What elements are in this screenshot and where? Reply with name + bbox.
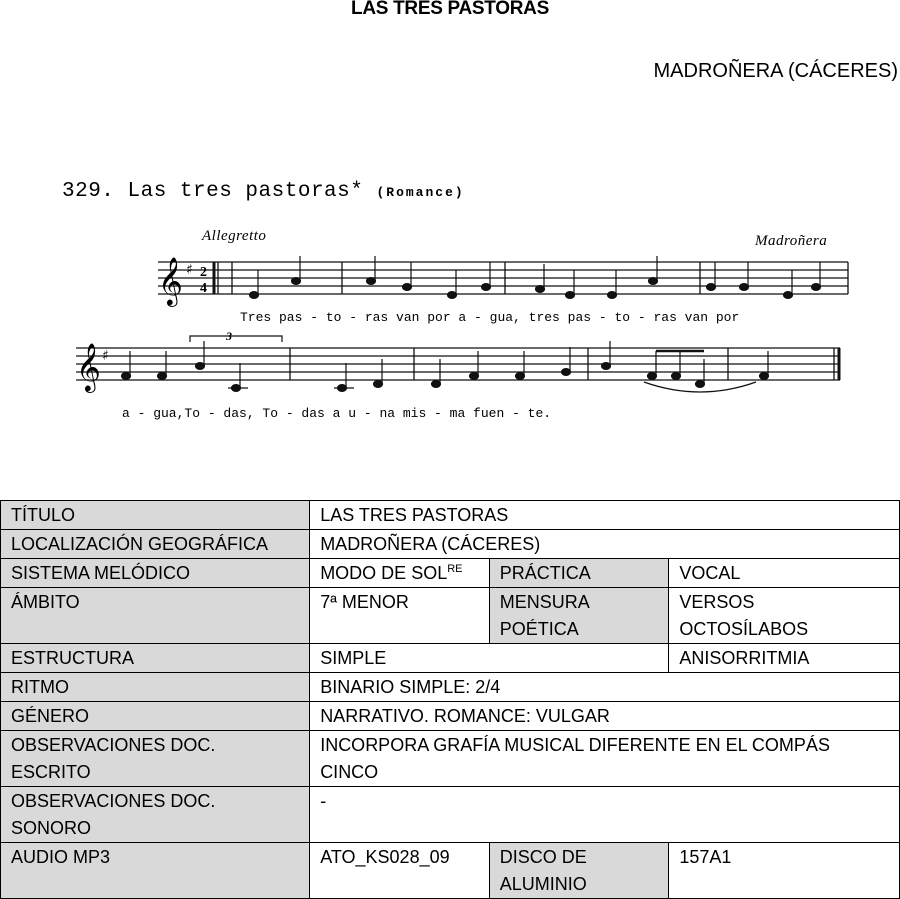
obs-escrito-label — [1, 731, 310, 787]
score-staves — [40, 170, 860, 430]
table-row — [1, 501, 900, 530]
table-row — [1, 559, 900, 588]
music-score — [40, 170, 860, 430]
sistema-sup: RE — [447, 563, 463, 575]
lyrics-line-2: a - gua,To - das, To - das a u - na mis - ma fuen - te. — [122, 406, 552, 421]
document-title: LAS TRES PASTORAS — [351, 0, 549, 19]
location-value: MADROÑERA (CÁCERES) — [310, 530, 900, 559]
obs-escrito-value — [310, 731, 900, 787]
obs-sonoro-label — [1, 787, 310, 843]
sharp-icon: ♯ — [102, 348, 109, 364]
table-row — [1, 588, 900, 644]
treble-clef-icon: 𝄞 — [158, 256, 183, 305]
titulo-label: TÍTULO — [1, 501, 310, 530]
table-row — [1, 530, 900, 559]
mensura-value-1: VERSOS — [679, 592, 755, 612]
sistema-value: MODO DE SOL — [320, 563, 448, 583]
audio-value: ATO_KS028_09 — [310, 843, 490, 899]
obs-sonoro-value: - — [310, 787, 900, 843]
ambito-label: ÁMBITO — [1, 588, 310, 644]
treble-clef-icon: 𝄞 — [76, 342, 101, 391]
obs-escrito-value-2: CINCO — [320, 762, 379, 782]
ritmo-label: RITMO — [1, 673, 310, 702]
estructura-extra: ANISORRITMIA — [669, 644, 900, 673]
metadata-table — [0, 500, 900, 899]
disco-label: DISCO DE ALUMINIO — [489, 843, 669, 899]
genero-value: NARRATIVO. ROMANCE: VULGAR — [310, 702, 900, 731]
table-row — [1, 673, 900, 702]
lyrics-line-1: Tres pas - to - ras van por a - gua, tres pas - to - ras van por — [240, 310, 740, 325]
ritmo-value: BINARIO SIMPLE: 2/4 — [310, 673, 900, 702]
mensura-value-2: OCTOSÍLABOS — [679, 619, 809, 639]
genero-label: GÉNERO — [1, 702, 310, 731]
table-row — [1, 843, 900, 899]
mensura-cell — [669, 588, 900, 644]
triplet-mark: 3 — [226, 329, 232, 343]
score-heading — [62, 180, 465, 203]
staff-2 — [76, 348, 840, 380]
table-row — [1, 731, 900, 787]
time-signature — [200, 265, 207, 296]
estructura-label: ESTRUCTURA — [1, 644, 310, 673]
svg-text:2: 2 — [200, 265, 207, 280]
practica-value: VOCAL — [669, 559, 900, 588]
table-row — [1, 787, 900, 843]
document-location: MADROÑERA (CÁCERES) — [653, 60, 898, 82]
obs-escrito-label-1: OBSERVACIONES DOC. — [11, 735, 216, 755]
obs-escrito-label-2: ESCRITO — [11, 762, 91, 782]
sistema-cell — [310, 559, 490, 588]
obs-escrito-value-1: INCORPORA GRAFÍA MUSICAL DIFERENTE EN EL COMPÁS — [320, 735, 830, 755]
table-row — [1, 644, 900, 673]
audio-label: AUDIO MP3 — [1, 843, 310, 899]
practica-label: PRÁCTICA — [489, 559, 669, 588]
obs-sonoro-label-2: SONORO — [11, 818, 92, 838]
score-origin: Madroñera — [755, 233, 828, 249]
score-heading-sub: (Romance) — [376, 185, 465, 200]
svg-text:4: 4 — [200, 281, 207, 296]
sharp-icon: ♯ — [186, 262, 193, 278]
table-row — [1, 702, 900, 731]
sistema-label: SISTEMA MELÓDICO — [1, 559, 310, 588]
tempo-marking: Allegretto — [202, 228, 267, 244]
location-label: LOCALIZACIÓN GEOGRÁFICA — [1, 530, 310, 559]
obs-sonoro-label-1: OBSERVACIONES DOC. — [11, 791, 216, 811]
score-heading-title: 329. Las tres pastoras* — [62, 180, 364, 203]
ambito-value: 7ª MENOR — [310, 588, 490, 644]
mensura-label: MENSURA POÉTICA — [489, 588, 669, 644]
estructura-value: SIMPLE — [310, 644, 669, 673]
disco-value: 157A1 — [669, 843, 900, 899]
titulo-value: LAS TRES PASTORAS — [310, 501, 900, 530]
